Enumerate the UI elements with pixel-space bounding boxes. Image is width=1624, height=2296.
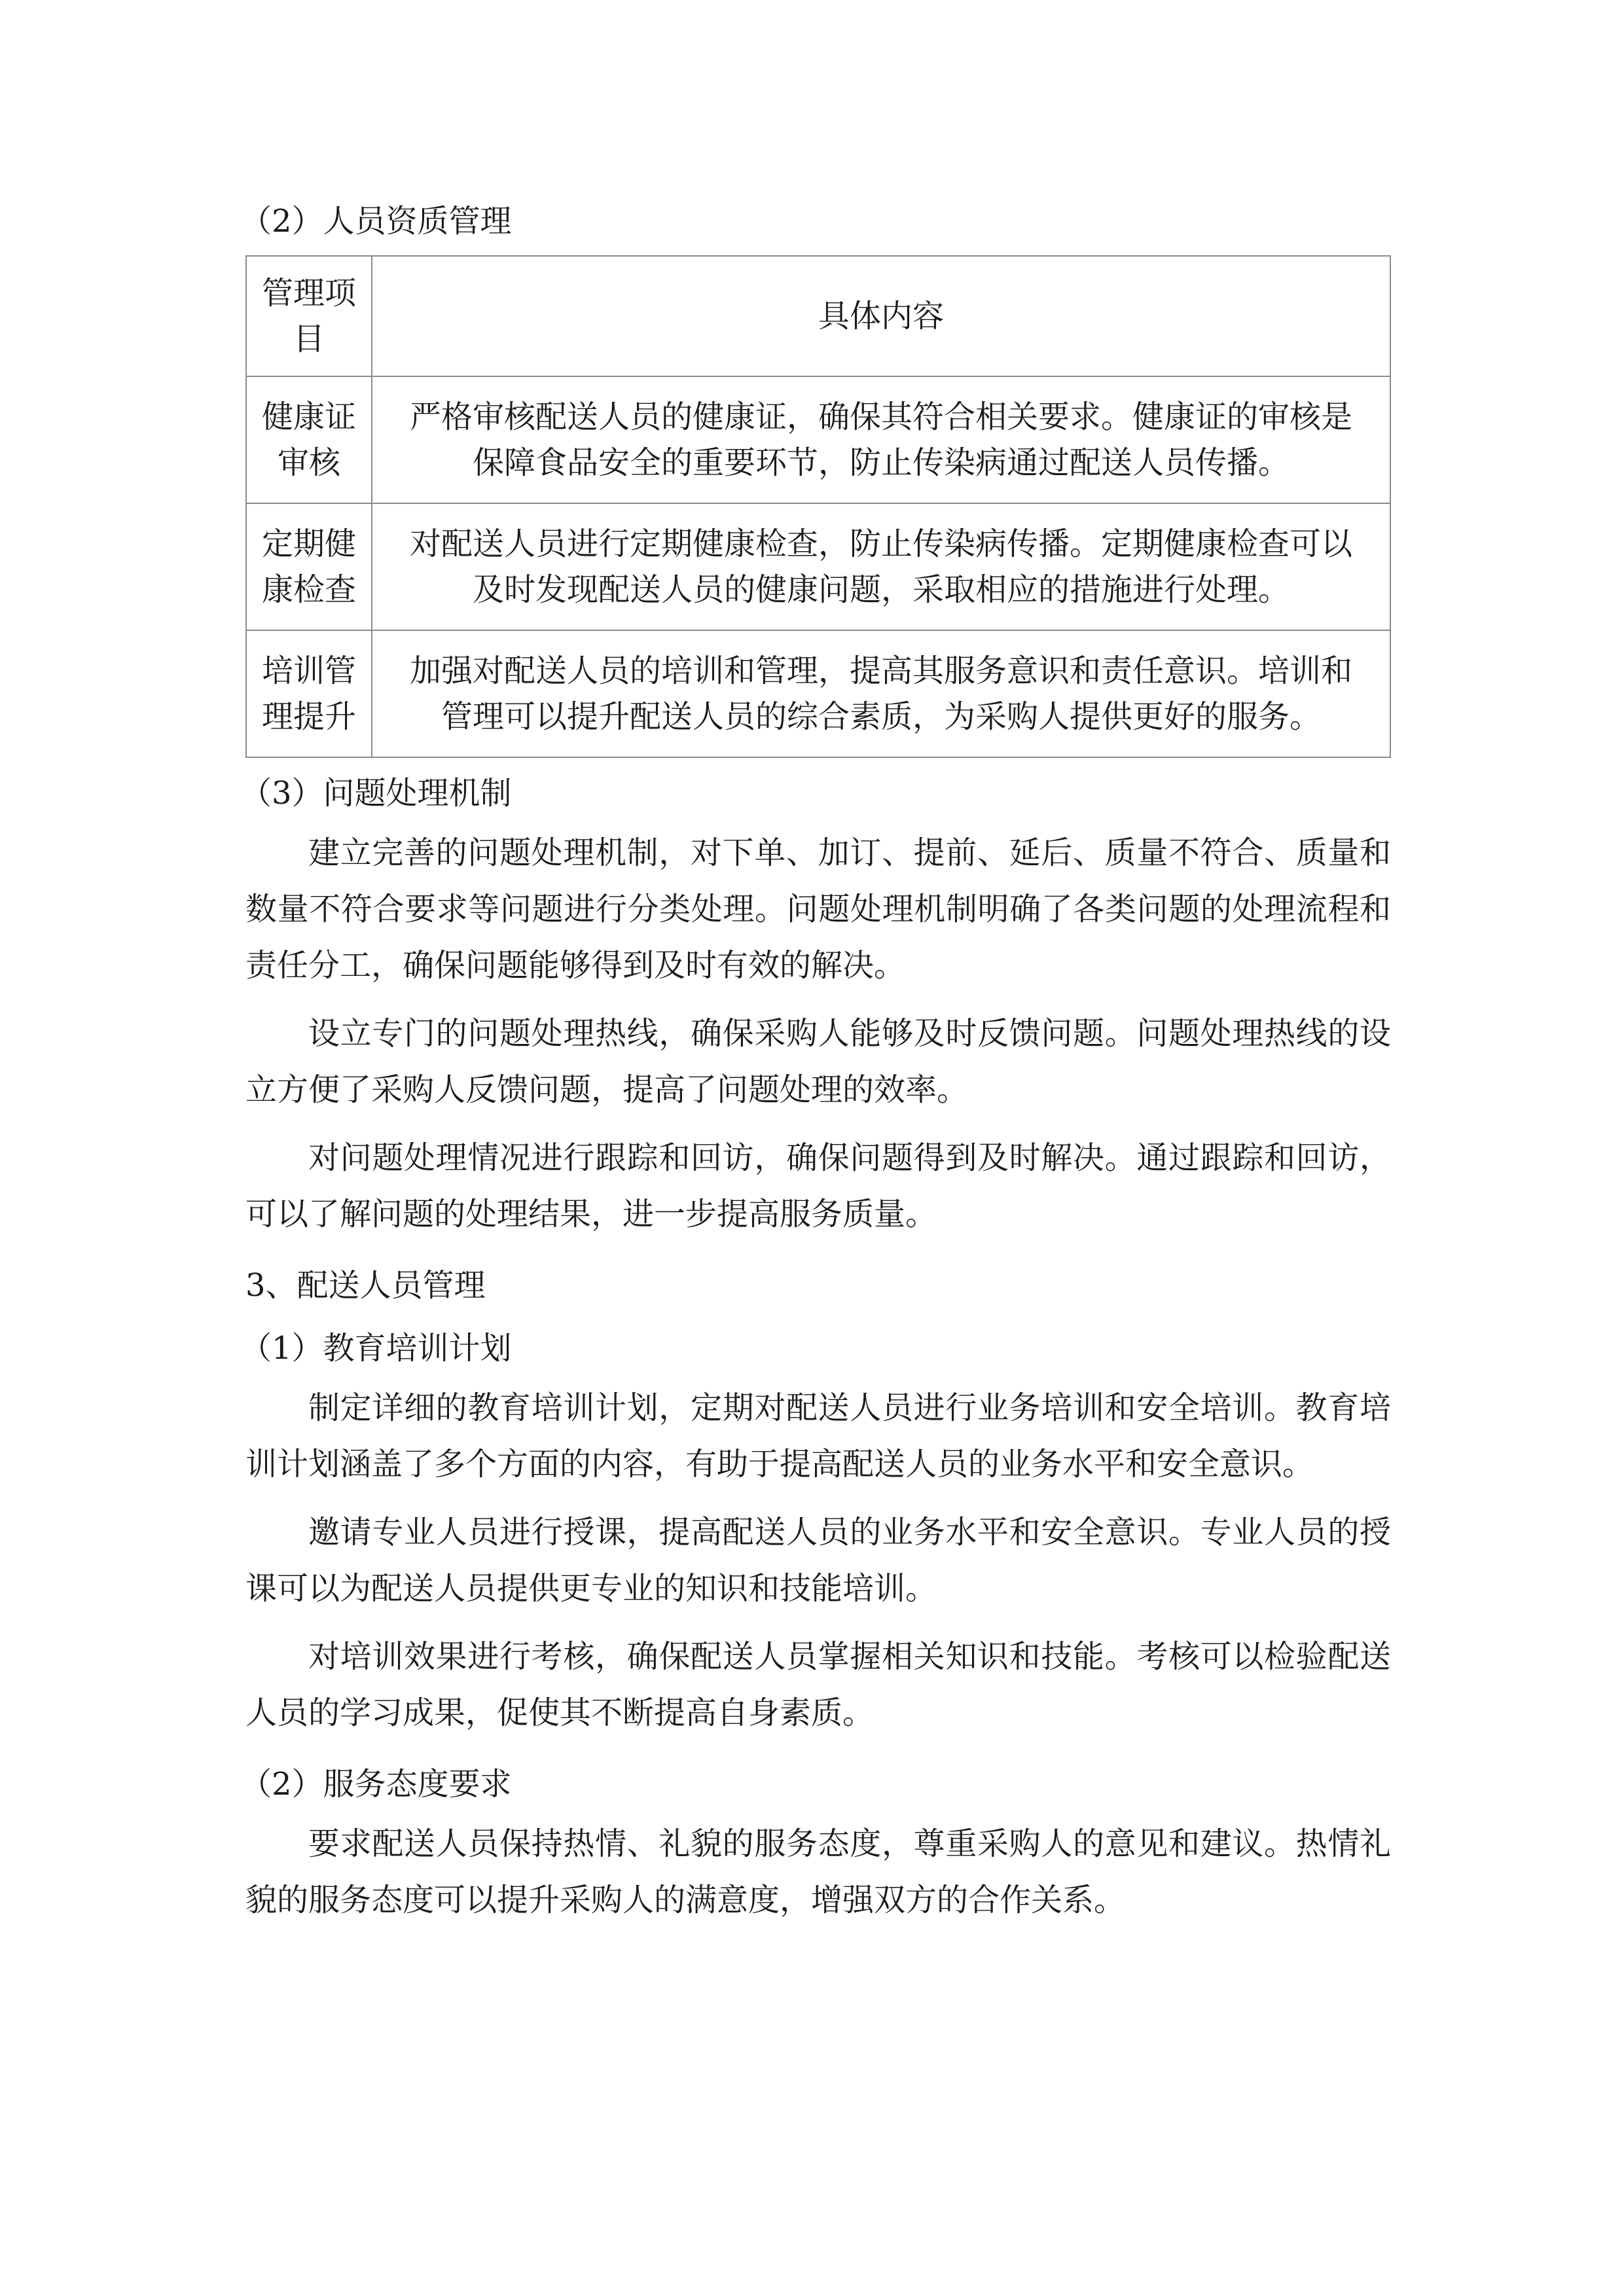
table-cell-item-line: 定期健 bbox=[261, 526, 356, 562]
personnel-qualification-table bbox=[245, 255, 1391, 758]
paragraph: 要求配送人员保持热情、礼貌的服务态度，尊重采购人的意见和建议。热情礼貌的服务态度可以提升采购人的满意度，增强双方的合作关系。 bbox=[245, 1825, 1391, 1918]
paragraph: 邀请专业人员进行授课，提高配送人员的业务水平和安全意识。专业人员的授课可以为配送人员提供更专业的知识和技能培训。 bbox=[245, 1514, 1391, 1607]
table-cell-detail-line: 管理可以提升配送人员的综合素质，为采购人提供更好的服务。 bbox=[441, 698, 1321, 735]
table-cell-detail bbox=[372, 630, 1390, 757]
table-cell-detail-line: 严格审核配送人员的健康证，确保其符合相关要求。健康证的审核是 bbox=[409, 399, 1352, 435]
section-heading-training-plan: （1）教育培训计划 bbox=[240, 1330, 512, 1367]
table-row bbox=[246, 630, 1390, 757]
paragraph: 对培训效果进行考核，确保配送人员掌握相关知识和技能。考核可以检验配送人员的学习成果，促使其不断提高自身素质。 bbox=[245, 1638, 1391, 1731]
table-header-item bbox=[246, 256, 372, 376]
table-header-item-line: 管理项 bbox=[261, 275, 356, 312]
table-cell-detail-line: 对配送人员进行定期健康检查，防止传染病传播。定期健康检查可以 bbox=[409, 526, 1352, 562]
paragraph: 建立完善的问题处理机制，对下单、加订、提前、延后、质量不符合、质量和数量不符合要求等问题进行分类处理。问题处理机制明确了各类问题的处理流程和责任分工，确保问题能够得到及时有效的解决。 bbox=[245, 834, 1391, 984]
table-header-row bbox=[246, 256, 1390, 376]
table-header-item-line: 目 bbox=[293, 321, 325, 357]
paragraph: 制定详细的教育培训计划，定期对配送人员进行业务培训和安全培训。教育培训计划涵盖了多个方面的内容，有助于提高配送人员的业务水平和安全意识。 bbox=[245, 1390, 1391, 1482]
table-row bbox=[246, 503, 1390, 630]
table-cell-detail bbox=[372, 503, 1390, 630]
table-cell-item bbox=[246, 630, 372, 757]
table-cell-item-line: 培训管 bbox=[261, 653, 356, 689]
section-heading-service-attitude: （2）服务态度要求 bbox=[240, 1766, 512, 1803]
table-cell-item bbox=[246, 503, 372, 630]
table-cell-detail-line: 保障食品安全的重要环节，防止传染病通过配送人员传播。 bbox=[472, 444, 1290, 481]
paragraph: 对问题处理情况进行跟踪和回访，确保问题得到及时解决。通过跟踪和回访，可以了解问题的处理结果，进一步提高服务质量。 bbox=[245, 1139, 1391, 1232]
table-cell-detail bbox=[372, 376, 1390, 503]
table-cell-item-line: 健康证 bbox=[261, 399, 356, 435]
table-cell-item bbox=[246, 376, 372, 503]
section-heading-problem-handling: （3）问题处理机制 bbox=[240, 775, 512, 812]
table-cell-item-line: 审核 bbox=[277, 444, 340, 481]
paragraph: 设立专门的问题处理热线，确保采购人能够及时反馈问题。问题处理热线的设立方便了采购人反馈问题，提高了问题处理的效率。 bbox=[245, 1015, 1391, 1108]
table-row bbox=[246, 376, 1390, 503]
table-cell-detail-line: 及时发现配送人员的健康问题，采取相应的措施进行处理。 bbox=[472, 571, 1290, 608]
table-cell-item-line: 理提升 bbox=[261, 698, 356, 735]
page-content bbox=[240, 190, 1391, 1940]
table-cell-item-line: 康检查 bbox=[261, 571, 356, 608]
table-header-detail: 具体内容 bbox=[372, 256, 1390, 376]
section-heading-personnel-qualification: （2）人员资质管理 bbox=[240, 203, 512, 240]
table-cell-detail-line: 加强对配送人员的培训和管理，提高其服务意识和责任意识。培训和 bbox=[409, 653, 1352, 689]
section-heading-delivery-staff: 3、配送人员管理 bbox=[245, 1267, 486, 1304]
